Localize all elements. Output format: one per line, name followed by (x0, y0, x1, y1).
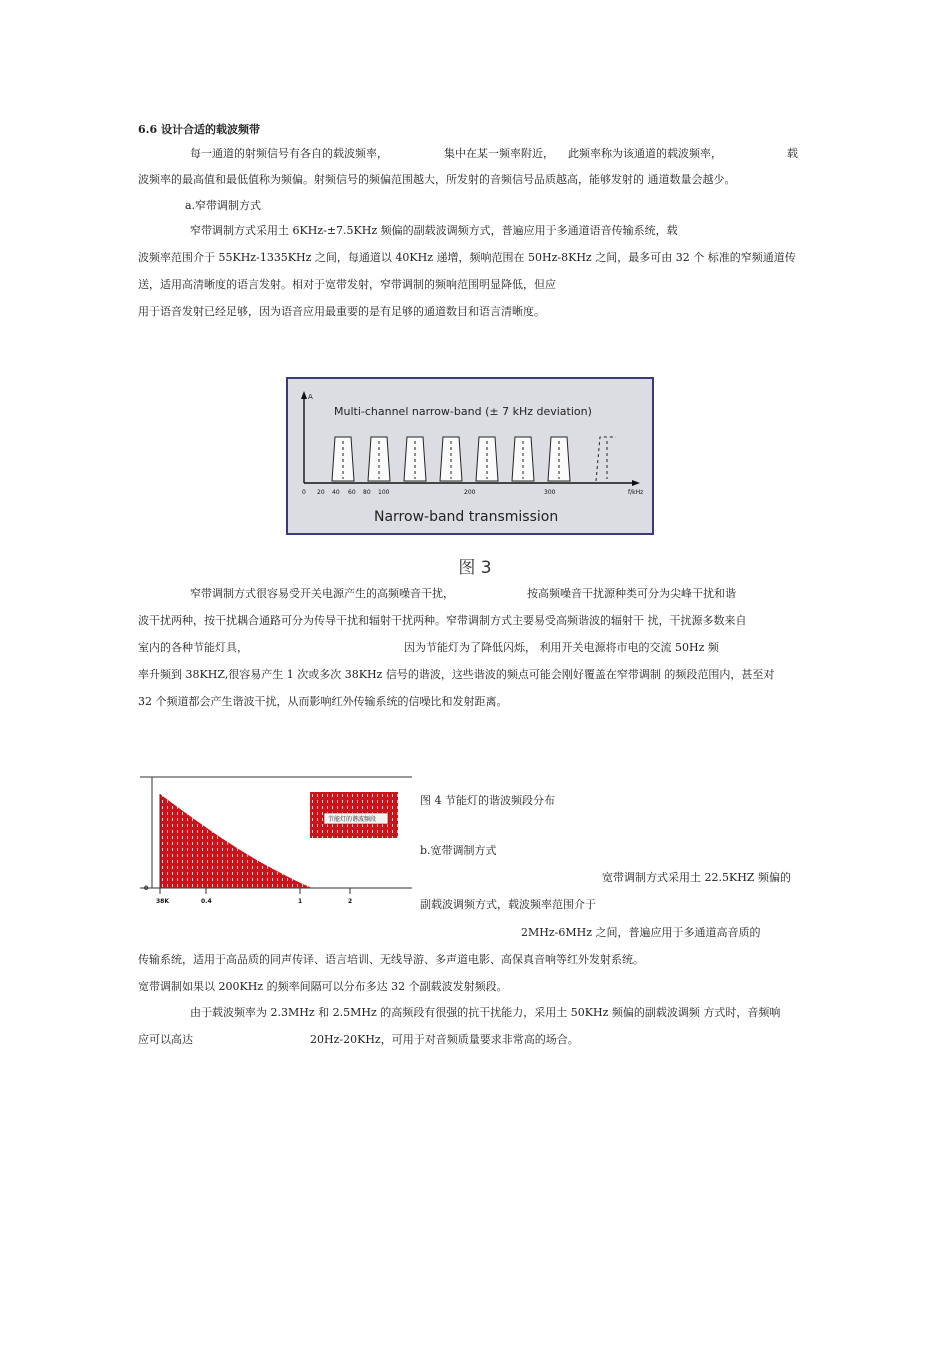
figure4-tick: 0.4 (201, 898, 212, 905)
figure3-tick: 20 (317, 489, 325, 496)
subheading-a: a.窄带调制方式 (185, 199, 262, 212)
figure3-tick: f/kHz (628, 489, 644, 496)
para4-line4: 传输系统，适用于高品质的同声传译、语言培训、无线导游、多声道电影、高保真音响等红外发射系统。 (138, 953, 644, 966)
para3-line2: 波干扰两种，按干扰耦合通路可分为传导干扰和辐射干扰两种。窄带调制方式主要易受高频谐波的辐射干 扰，干扰源多数来自 (138, 614, 747, 627)
para3-line3-b: 因为节能灯为了降低闪烁， 利用开关电源将市电的交流 50Hz 频 (404, 641, 719, 654)
subheading-b: b.宽带调制方式 (420, 844, 497, 857)
para3-line1-a: 窄带调制方式很容易受开关电源产生的高频噪音干扰， (190, 587, 454, 600)
figure3-tick: 100 (378, 489, 390, 496)
figure-3-caption: 图 3 (458, 558, 492, 578)
para4-line2: 副载波调频方式，载波频率范围介于 (420, 898, 596, 911)
figure3-tick: 300 (544, 489, 556, 496)
para1-line2: 波频率的最高值和最低值称为频偏。射频信号的频偏范围越大，所发射的音频信号品质越高，能够发射的 通道数量会越少。 (138, 173, 736, 186)
figure3-tick: 40 (332, 489, 340, 496)
figure4-axis-zero: 0 (144, 885, 149, 892)
para3-line1-b: 按高频噪音干扰源种类可分为尖峰干扰和谐 (527, 587, 736, 600)
figure3-tick: 60 (348, 489, 356, 496)
para1-line1-d: 载 (787, 147, 798, 160)
para2-line1: 窄带调制方式采用土 6KHz-±7.5KHz 频偏的副载波调频方式，普遍应用于多通道语音传输系统，载 (190, 224, 678, 237)
para4-line1: 宽带调制方式采用土 22.5KHZ 频偏的 (602, 871, 791, 884)
figure4-tick: 38K (156, 898, 169, 905)
figure3-subtitle: Narrow-band transmission (374, 509, 559, 525)
para1-line1-c: 此频率称为该通道的载波频率， (568, 147, 722, 160)
para1-line1-a: 每一通道的射频信号有各自的载波频率， (190, 147, 388, 160)
figure-4-caption: 图 4 节能灯的谐波频段分布 (420, 794, 555, 807)
figure4-tick: 1 (298, 898, 303, 905)
para5-line1: 由于载波频率为 2.3MHz 和 2.5MHz 的高频段有很强的抗干扰能力，采用土 50KHz 频偏的副载波调频 方式时，音频响 (190, 1006, 781, 1019)
para3-line3-a: 室内的各种节能灯具， (138, 641, 248, 654)
para2-line2: 波频率范围介于 55KHz-1335KHz 之间，每通道以 40KHz 递增，频响范围在 50Hz-8KHz 之间，最多可由 32 个 标准的窄频通道传 (138, 251, 796, 264)
figure3-tick: 80 (363, 489, 371, 496)
section-heading: 6.6 设计合适的载波频带 (138, 123, 260, 136)
para3-line4: 率升频到 38KHZ,很容易产生 1 次或多次 38KHz 信号的谐波，这些谐波的频点可能会刚好覆盖在窄带调制 的频段范围内，甚至对 (138, 668, 775, 681)
figure3-title: Multi-channel narrow-band (± 7 kHz deviation) (334, 405, 592, 418)
para2-line4: 用于语音发射已经足够，因为语音应用最重要的是有足够的通道数目和语言清晰度。 (138, 305, 545, 318)
para2-line3: 送，适用高清晰度的语言发射。相对于宽带发射，窄带调制的频响范围明显降低，但应 (138, 278, 556, 291)
para3-line5: 32 个频道都会产生谐波干扰，从而影响红外传输系统的信噪比和发射距离。 (138, 695, 508, 708)
para5-line2-b: 20Hz-20KHz，可用于对音频质量要求非常高的场合。 (310, 1033, 579, 1046)
figure3-tick: 200 (464, 489, 476, 496)
para5-line2-a: 应可以高达 (138, 1033, 193, 1046)
para1-line1-b: 集中在某一频率附近， (444, 147, 554, 160)
figure-4-harmonic-image (140, 776, 412, 910)
figure4-tick: 2 (348, 898, 353, 905)
figure3-tick: 0 (302, 489, 306, 496)
figure3-axis-y-label: A (308, 393, 313, 401)
figure4-legend: 节能灯的谐波频段 (328, 816, 377, 823)
para4-line3: 2MHz-6MHz 之间，普遍应用于多通道高音质的 (521, 926, 761, 939)
figure-3-narrowband-image (286, 377, 654, 535)
para4-line5: 宽带调制如果以 200KHz 的频率间隔可以分布多达 32 个副载波发射频段。 (138, 980, 508, 993)
